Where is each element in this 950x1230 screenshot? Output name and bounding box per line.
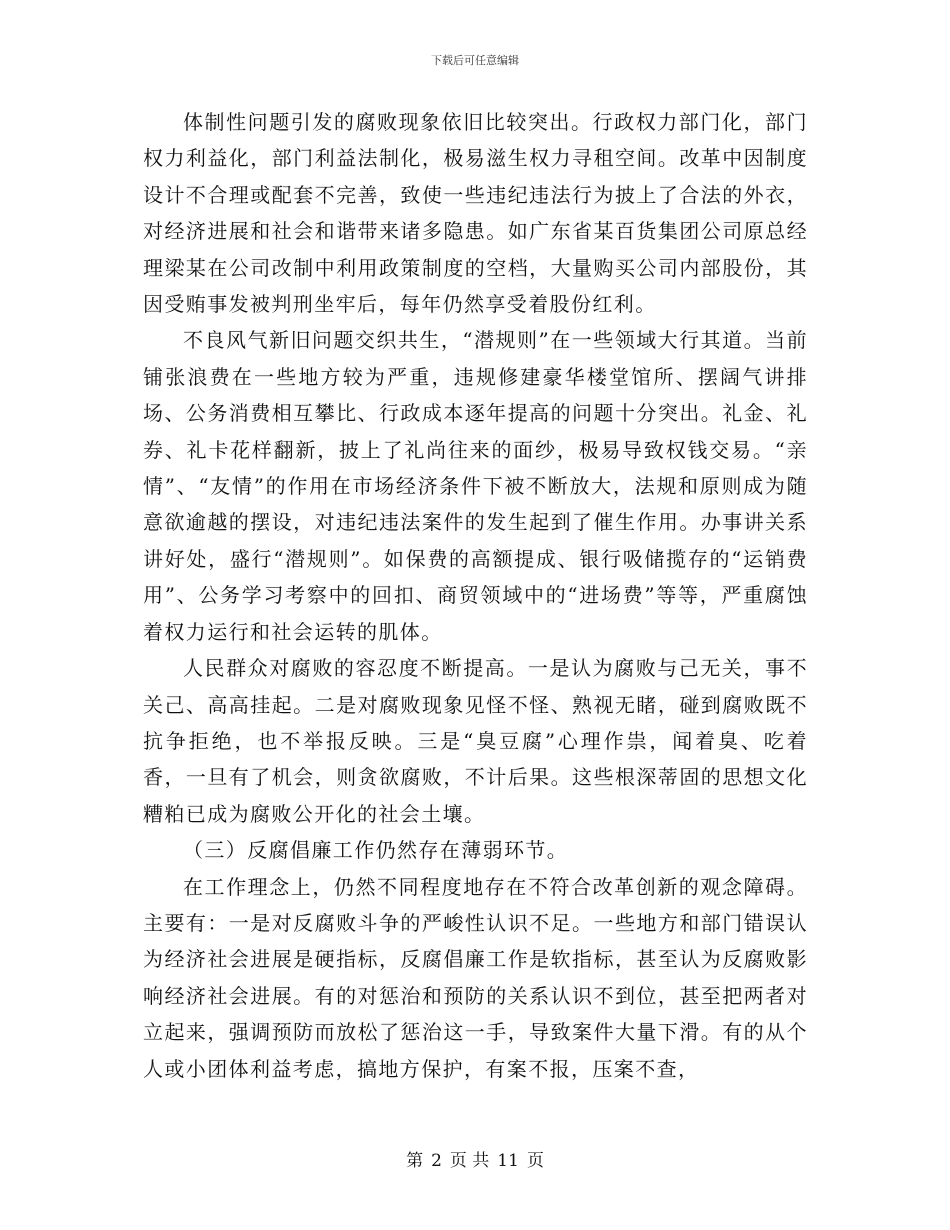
page-header: 下载后可任意编辑 [431,54,519,67]
paragraph: 在工作理念上，仍然不同程度地存在不符合改革创新的观念障碍。主要有：一是对反腐败斗争的严峻性认识不足。一些地方和部门错误认为经济社会进展是硬指标，反腐倡廉工作是软指标，甚至认为反腐败影响经济社会进展。有的对惩治和预防的关系认识不到位，甚至把两者对立起来，强调预防而放松了惩治这一手，导致案件大量下滑。有的从个人或小团体利益考虑，搞地方保护，有案不报，压案不查， [143,874,808,1081]
footer-middle: 页 共 [449,1151,490,1171]
paragraph: 不良风气新旧问题交织共生，“潜规则”在一些领域大行其道。当前铺张浪费在一些地方较为严重，违规修建豪华楼堂馆所、摆阔气讲排场、公务消费相互攀比、行政成本逐年提高的问题十分突出。礼金、礼券、礼卡花样翻新，披上了礼尚往来的面纱，极易导致权钱交易。“亲情”、“友情”的作用在市场经济条件下被不断放大，法规和原则成为随意欲逾越的摆设，对违纪违法案件的发生起到了催生作用。办事讲关系讲好处，盛行“潜规则”。如保费的高额提成、银行吸储揽存的“运销费用”、公务学习考察中的回扣、商贸领域中的“进场费”等等，严重腐蚀着权力运行和社会运转的肌体。 [143,328,808,644]
page-footer [0,1146,950,1171]
total-pages: 11 [497,1151,519,1171]
paragraph: 体制性问题引发的腐败现象依旧比较突出。行政权力部门化，部门权力利益化，部门利益法制化，极易滋生权力寻租空间。改革中因制度设计不合理或配套不完善，致使一些违纪违法行为披上了合法的外衣，对经济进展和社会和谐带来诸多隐患。如广东省某百货集团公司原总经理梁某在公司改制中利用政策制度的空档，大量购买公司内部股份，其因受贿事发被判刑坐牢后，每年仍然享受着股份红利。 [143,110,808,317]
footer-prefix: 第 [406,1151,424,1171]
section-heading: （三）反腐倡廉工作仍然存在薄弱环节。 [183,838,569,863]
page-number: 2 [431,1151,442,1171]
paragraph: 人民群众对腐败的容忍度不断提高。一是认为腐败与己无关，事不关己、高高挂起。二是对腐败现象见怪不怪、熟视无睹，碰到腐败既不抗争拒绝，也不举报反映。三是“臭豆腐”心理作祟，闻着臭、吃着香，一旦有了机会，则贪欲腐败，不计后果。这些根深蒂固的思想文化糟粕已成为腐败公开化的社会土壤。 [143,656,808,826]
footer-suffix: 页 [526,1151,544,1171]
document-body [143,104,808,1087]
